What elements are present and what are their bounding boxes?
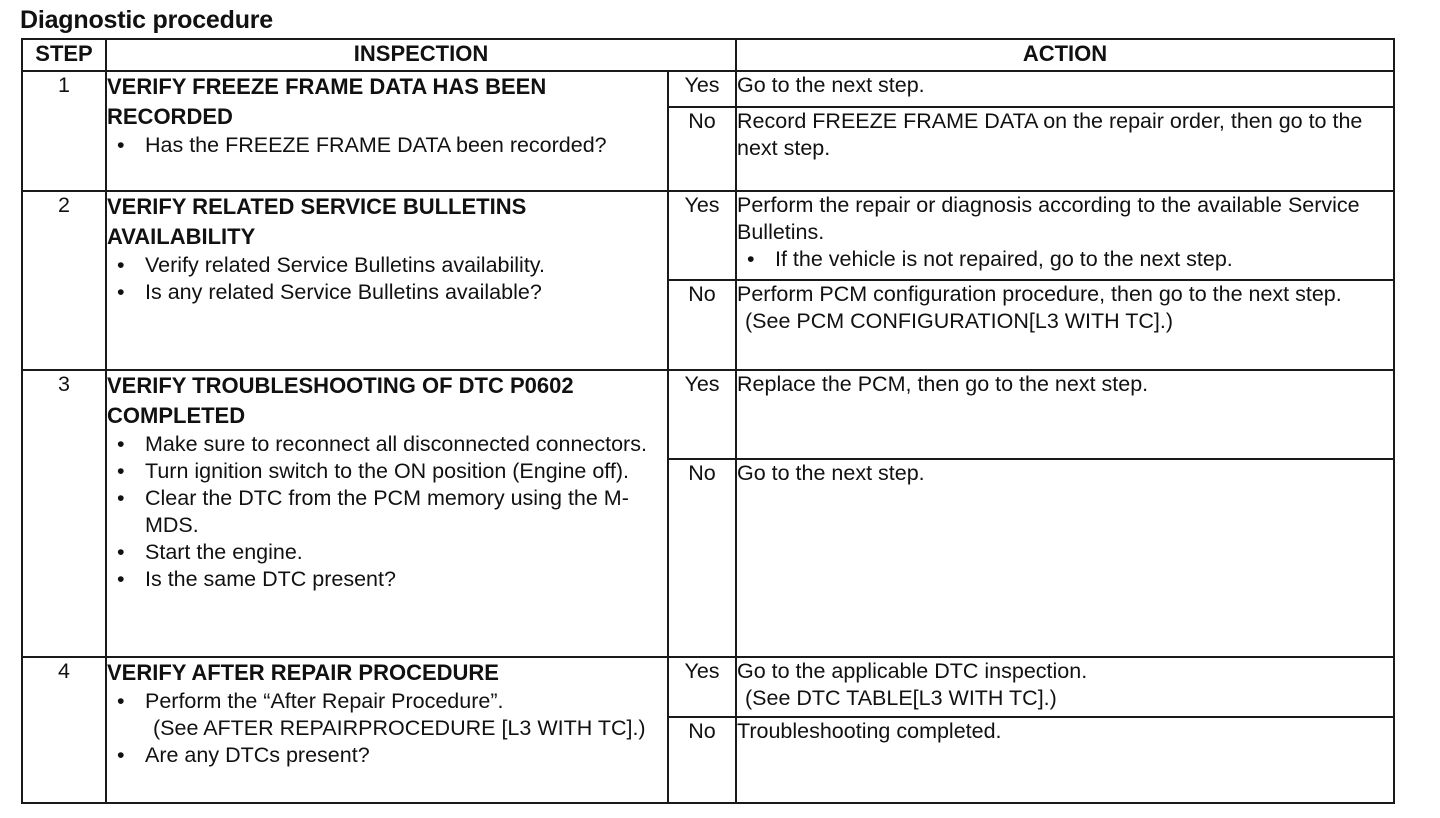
bullet-item [145,688,667,742]
reference-text: (See AFTER REPAIRPROCEDURE [L3 WITH TC].) [153,716,646,740]
header-inspection: INSPECTION [106,39,736,71]
yes-label: Yes [668,657,736,717]
bullet-item: • Start the engine. [145,539,667,566]
bullet-item: • Turn ignition switch to the ON position (Engine off). [145,458,667,485]
no-label: No [668,717,736,803]
bullet-item: • If the vehicle is not repaired, go to the next step. [775,246,1393,273]
action-bullets [737,246,1393,273]
yes-action: Go to the next step. [736,71,1394,107]
no-label: No [668,280,736,370]
bullet-item: • Is the same DTC present? [145,566,667,593]
inspection-cell [106,657,668,803]
inspection-cell [106,370,668,657]
table-row [22,370,1394,459]
yes-action-cell [736,657,1394,717]
table-row [22,191,1394,280]
table-row [22,657,1394,717]
no-action: Troubleshooting completed. [736,717,1394,803]
bullet-item: • Has the FREEZE FRAME DATA been recorded? [145,132,667,159]
diagnostic-table [21,38,1395,804]
inspection-title: VERIFY AFTER REPAIR PROCEDURE [107,660,499,685]
inspection-bullets [107,431,667,593]
bullet-text: Perform the “After Repair Procedure”. [145,689,504,713]
reference-text: (See DTC TABLE[L3 WITH TC].) [745,686,1057,710]
reference-text: (See PCM CONFIGURATION[L3 WITH TC].) [745,309,1174,333]
step-number: 3 [22,370,106,657]
header-step: STEP [22,39,106,71]
inspection-cell [106,191,668,370]
no-action: Go to the next step. [736,459,1394,657]
bullet-item: • Clear the DTC from the PCM memory using the M-MDS. [145,485,667,539]
no-label: No [668,107,736,191]
yes-action-cell [736,191,1394,280]
no-action: Record FREEZE FRAME DATA on the repair order, then go to the next step. [736,107,1394,191]
header-action: ACTION [736,39,1394,71]
yes-action: Perform the repair or diagnosis according to the available Service Bulletins. [737,193,1360,244]
yes-label: Yes [668,370,736,459]
inspection-title: VERIFY RELATED SERVICE BULLETINS AVAILABILITY [107,194,527,249]
page-title: Diagnostic procedure [20,6,273,34]
inspection-bullets [107,252,667,306]
step-number: 4 [22,657,106,803]
inspection-title: VERIFY TROUBLESHOOTING OF DTC P0602 COMPLETED [107,373,574,428]
yes-label: Yes [668,71,736,107]
step-number: 1 [22,71,106,191]
bullet-item: • Verify related Service Bulletins availability. [145,252,667,279]
table-row [22,71,1394,107]
yes-action: Replace the PCM, then go to the next step. [736,370,1394,459]
header-row [22,39,1394,71]
bullet-item: • Make sure to reconnect all disconnected connectors. [145,431,667,458]
bullet-item: • Is any related Service Bulletins available? [145,279,667,306]
step-number: 2 [22,191,106,370]
inspection-cell [106,71,668,191]
no-action-cell [736,280,1394,370]
no-action: Perform PCM configuration procedure, then go to the next step. [737,282,1342,306]
bullet-item: • Are any DTCs present? [145,742,667,769]
inspection-bullets [107,688,667,769]
yes-label: Yes [668,191,736,280]
inspection-bullets [107,132,667,159]
no-label: No [668,459,736,657]
inspection-title: VERIFY FREEZE FRAME DATA HAS BEEN RECORDED [107,74,547,129]
yes-action: Go to the applicable DTC inspection. [737,659,1088,683]
